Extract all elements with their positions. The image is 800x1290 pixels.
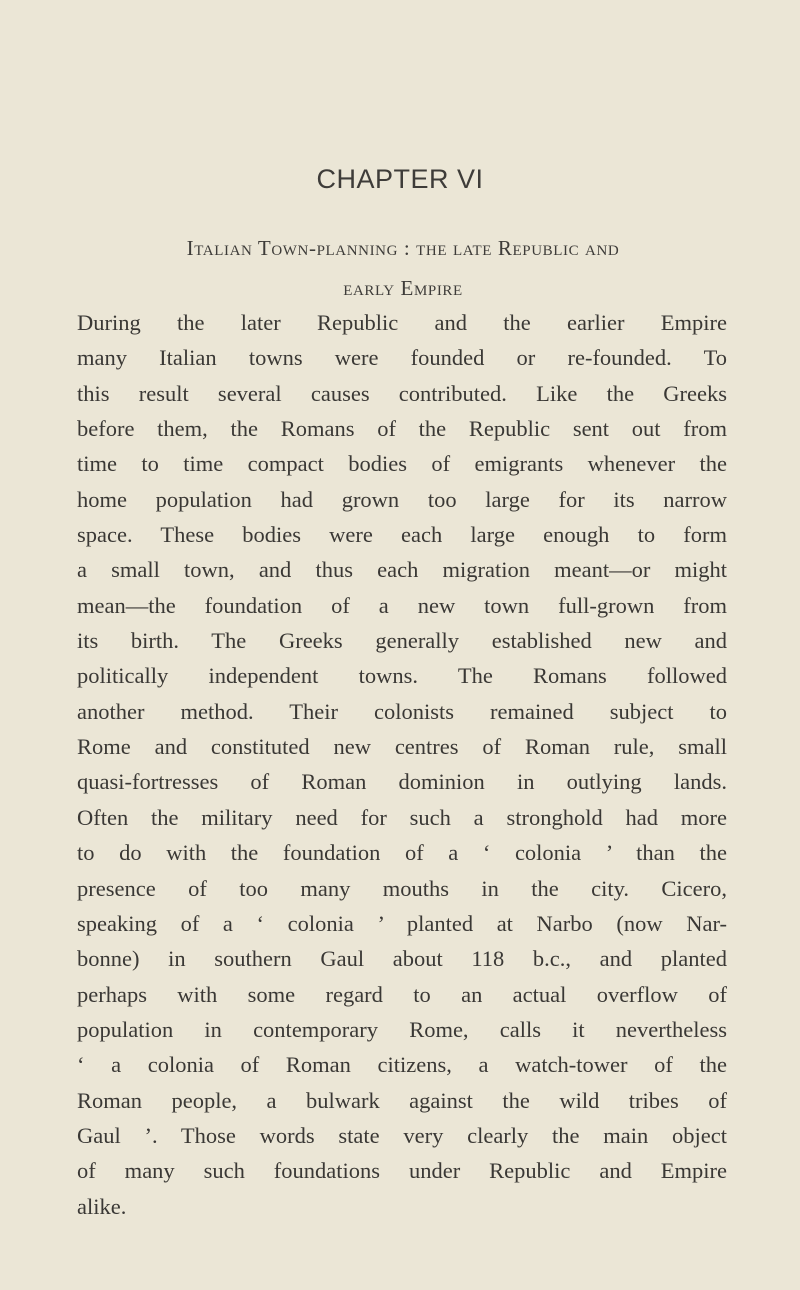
body-line: Often the military need for such a stronghold had more <box>77 804 727 830</box>
body-line: space. These bodies were each large enough to form <box>77 522 727 548</box>
body-line: population in contemporary Rome, calls it nevertheless <box>77 1016 727 1042</box>
body-line: of many such foundations under Republic and Empire <box>77 1158 727 1184</box>
body-line: to do with the foundation of a ‘ colonia ’ than the <box>77 840 727 866</box>
chapter-subtitle-line-2: early Empire <box>343 276 463 300</box>
body-line: its birth. The Greeks generally established new and <box>77 628 727 654</box>
body-line: alike. <box>77 1193 127 1219</box>
body-line: another method. Their colonists remained subject to <box>77 698 727 724</box>
body-line: home population had grown too large for its narrow <box>77 486 727 512</box>
body-line: Roman people, a bulwark against the wild tribes of <box>77 1087 727 1113</box>
body-line: quasi-fortresses of Roman dominion in outlying lands. <box>77 769 727 795</box>
body-line: many Italian towns were founded or re-founded. To <box>77 345 727 371</box>
chapter-subtitle <box>108 228 698 308</box>
body-line: Gaul ’. Those words state very clearly the main object <box>77 1122 727 1148</box>
body-line: this result several causes contributed. Like the Greeks <box>77 380 727 406</box>
chapter-heading: CHAPTER VI <box>316 164 484 194</box>
body-line: time to time compact bodies of emigrants whenever the <box>77 451 727 477</box>
body-line: presence of too many mouths in the city. Cicero, <box>77 875 727 901</box>
body-line: a small town, and thus each migration meant—or might <box>77 557 727 583</box>
body-line: speaking of a ‘ colonia ’ planted at Narbo (now Nar- <box>77 910 727 936</box>
body-line: before them, the Romans of the Republic sent out from <box>77 416 727 442</box>
chapter-subtitle-line-1: Italian Town-planning : the late Republic and <box>186 236 620 260</box>
body-line: mean—the foundation of a new town full-grown from <box>77 592 727 618</box>
body-line: bonne) in southern Gaul about 118 b.c., and planted <box>77 946 727 972</box>
body-paragraph <box>77 305 727 1224</box>
body-line: perhaps with some regard to an actual overflow of <box>77 981 727 1007</box>
body-line: Rome and constituted new centres of Roman rule, small <box>77 734 727 760</box>
body-line: ‘ a colonia of Roman citizens, a watch-tower of the <box>77 1052 727 1078</box>
body-line: During the later Republic and the earlier Empire <box>77 310 727 335</box>
body-line: politically independent towns. The Romans followed <box>77 663 727 689</box>
